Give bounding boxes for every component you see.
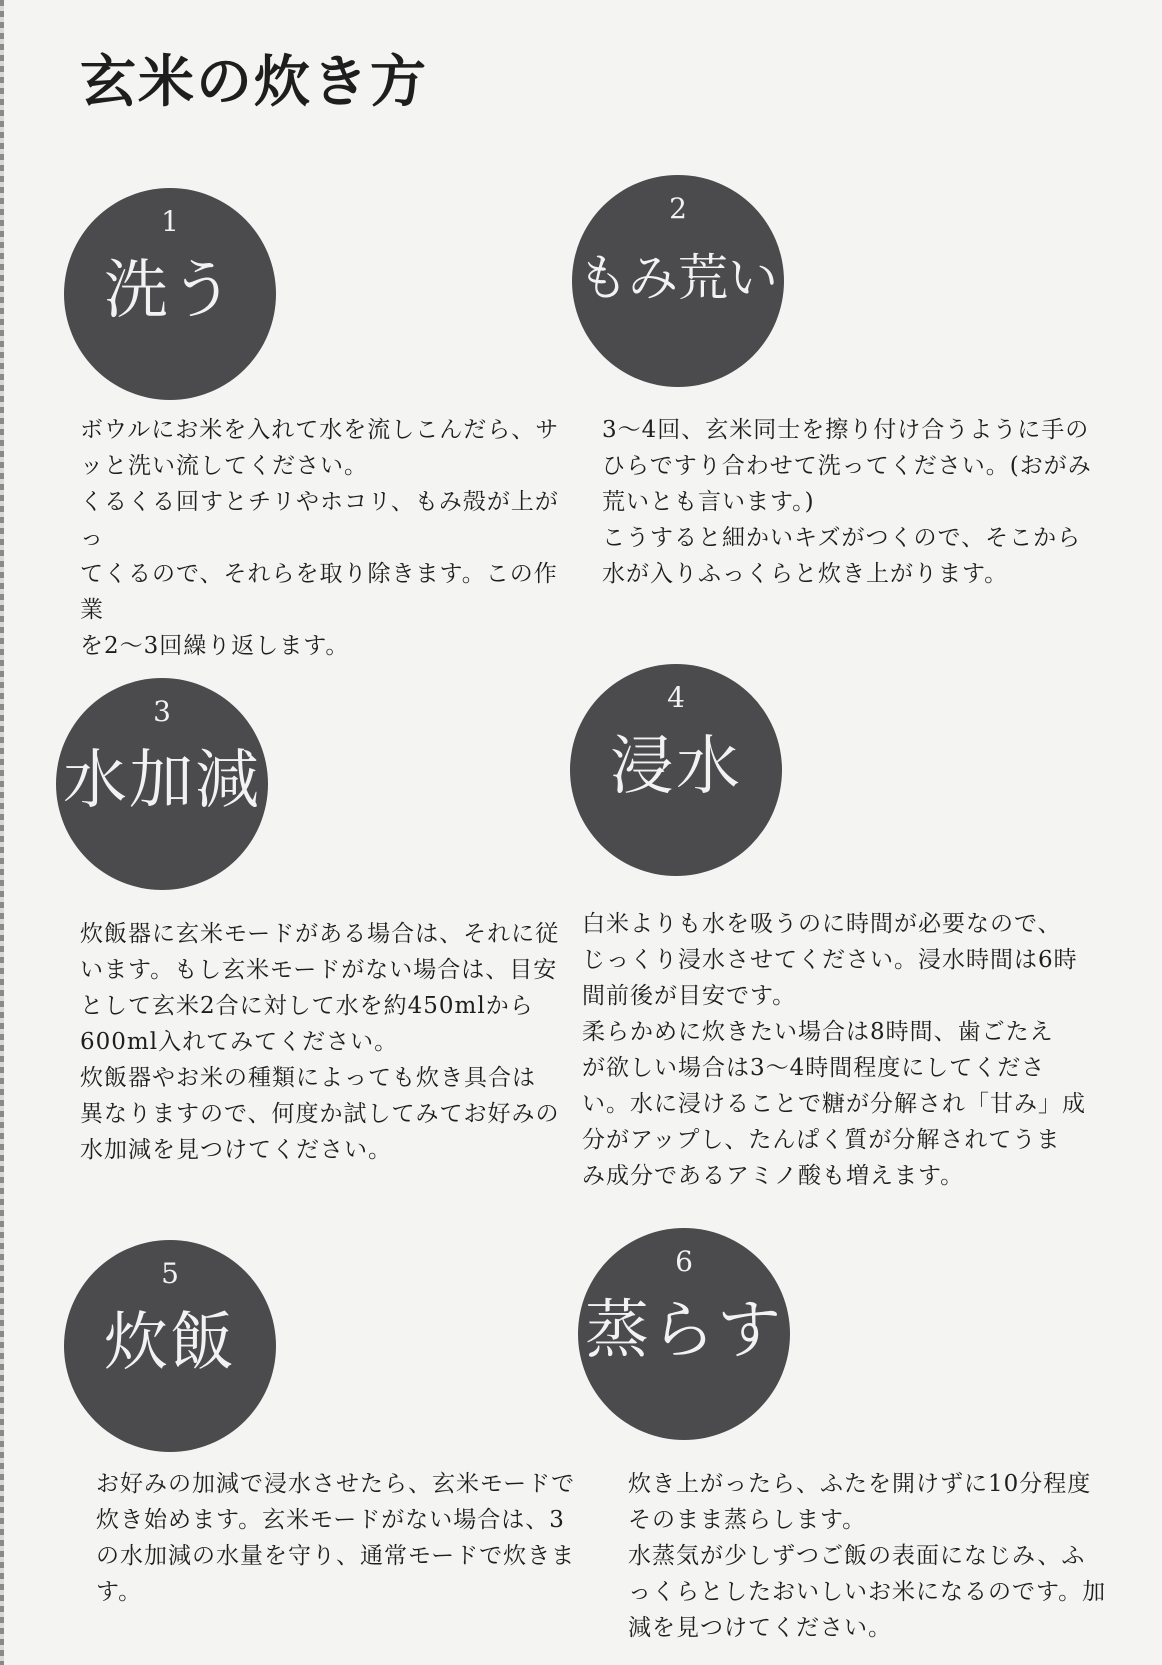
step-5-text: お好みの加減で浸水させたら、玄米モードで 炊き始めます。玄米モードがない場合は、3 の水加減の水量を守り、通常モードで炊きま す。 xyxy=(96,1471,576,1605)
step-3-title: 水加減 xyxy=(63,744,261,818)
step-4-text: 白米よりも水を吸うのに時間が必要なので、 じっくり浸水させてください。浸水時間は6時 間前後が目安です。 柔らかめに炊きたい場合は8時間、歯ごたえ が欲しい場合は3〜4時間程度にしてくださ い。水に浸けることで糖が分解され「甘み」成 分がアップし、たんぱく質が分解されてうま み成分であるアミノ酸も増えます。 xyxy=(582,911,1086,1189)
step-3-number: 3 xyxy=(153,695,171,728)
step-2-text: 3〜4回、玄米同士を擦り付け合うように手の ひらですり合わせて洗ってください。(おがみ 荒いとも言います。) こうすると細かいキズがつくので、そこから 水が入りふっくらと炊き上がります。 xyxy=(602,417,1092,587)
step-6-number: 6 xyxy=(675,1245,693,1278)
step-5-title: 炊飯 xyxy=(104,1306,236,1380)
step-3-text: 炊飯器に玄米モードがある場合は、それに従 います。もし玄米モードがない場合は、目安 として玄米2合に対して水を約450mlから 600ml入れてみてください。 炊飯器やお米の種類によっても炊き具合は 異なりますので、何度か試してみてお好みの 水加減を見つけてください。 xyxy=(80,921,560,1163)
step-5-circle xyxy=(64,1240,276,1452)
step-1-number: 1 xyxy=(161,205,179,238)
page-edge xyxy=(0,0,4,1665)
step-3-circle xyxy=(56,678,268,890)
step-6-text: 炊き上がったら、ふたを開けずに10分程度 そのまま蒸らします。 水蒸気が少しずつご飯の表面になじみ、ふ っくらとしたおいしいお米になるのです。加 減を見つけてください。 xyxy=(628,1471,1107,1641)
step-4-title: 浸水 xyxy=(610,730,742,804)
step-1-title: 洗う xyxy=(104,254,236,328)
step-6-title: 蒸らす xyxy=(585,1294,783,1368)
step-4-circle xyxy=(570,664,782,876)
step-1-text: ボウルにお米を入れて水を流しこんだら、サ ッと洗い流してください。 くるくる回すとチリやホコリ、もみ殻が上がっ てくるので、それらを取り除きます。この作業 を2〜3回繰り返します。 xyxy=(80,417,560,659)
step-5-number: 5 xyxy=(161,1257,179,1290)
step-2-number: 2 xyxy=(669,192,687,225)
page-title: 玄米の炊き方 xyxy=(80,49,428,115)
step-4-number: 4 xyxy=(667,681,685,714)
step-2-title: もみ荒い xyxy=(578,249,778,307)
step-2-circle xyxy=(572,175,784,387)
step-6-circle xyxy=(578,1228,790,1440)
step-1-circle xyxy=(64,188,276,400)
